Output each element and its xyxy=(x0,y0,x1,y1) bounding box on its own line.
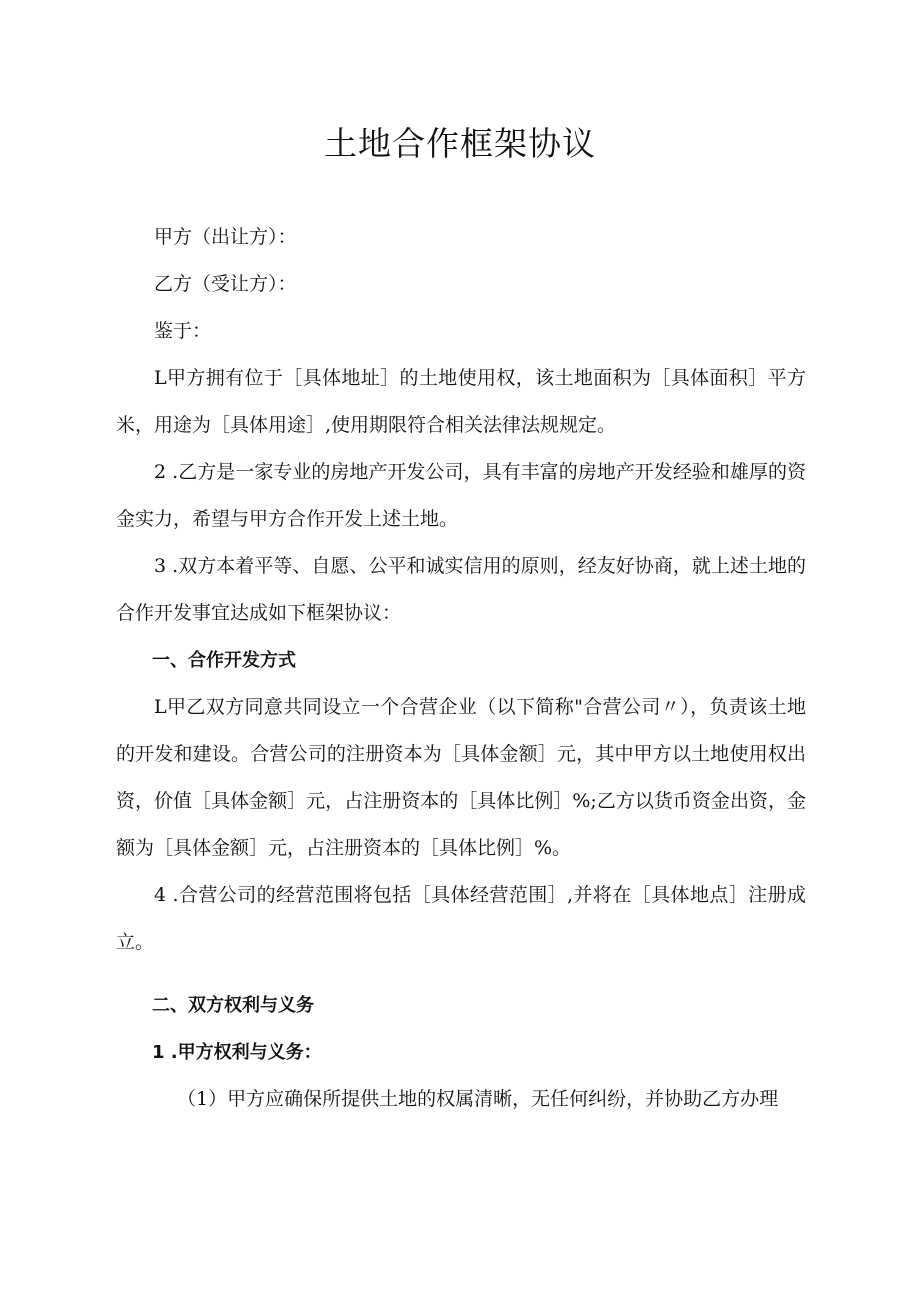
section-2-subheading: 1 .甲方权利与义务： xyxy=(152,1042,322,1063)
recital-3: 3 .双方本着平等、自愿、公平和诚实信用的原则，经友好协商，就上述土地的合作开发事宜达成如下框架协议： xyxy=(116,555,806,624)
party-b-line: 乙方（受让方）： xyxy=(154,273,297,295)
section-gap xyxy=(116,966,806,982)
document-title: 土地合作框架协议 xyxy=(324,124,596,163)
section-2-item-1: （1）甲方应确保所提供土地的权属清晰，无任何纠纷，并协助乙方办理 xyxy=(177,1088,779,1110)
document-body xyxy=(116,214,806,1123)
section-1-item-2: 4 .合营公司的经营范围将包括［具体经营范围］,并将在［具体地点］注册成立。 xyxy=(116,884,806,953)
section-1-item-1: L甲乙双方同意共同设立一个合营企业（以下简称"合营公司〃），负责该土地的开发和建设。合营公司的注册资本为［具体金额］元，其中甲方以土地使用权出资，价值［具体金额］元，占注册资本的［具体比例］%;乙方以货币资金出资，金额为［具体金额］元，占注册资本的［具体比例］%。 xyxy=(116,696,806,859)
section-2-heading: 二、双方权利与义务 xyxy=(152,995,314,1016)
recital-1: L甲方拥有位于［具体地址］的土地使用权，该土地面积为［具体面积］平方米，用途为［具体用途］,使用期限符合相关法律法规规定。 xyxy=(116,367,806,436)
whereas-line: 鉴于： xyxy=(154,320,212,342)
party-a-line: 甲方（出让方）： xyxy=(154,226,297,248)
section-1-heading: 一、合作开发方式 xyxy=(152,650,296,671)
recital-2: 2 .乙方是一家专业的房地产开发公司，具有丰富的房地产开发经验和雄厚的资金实力，希望与甲方合作开发上述土地。 xyxy=(116,461,806,530)
